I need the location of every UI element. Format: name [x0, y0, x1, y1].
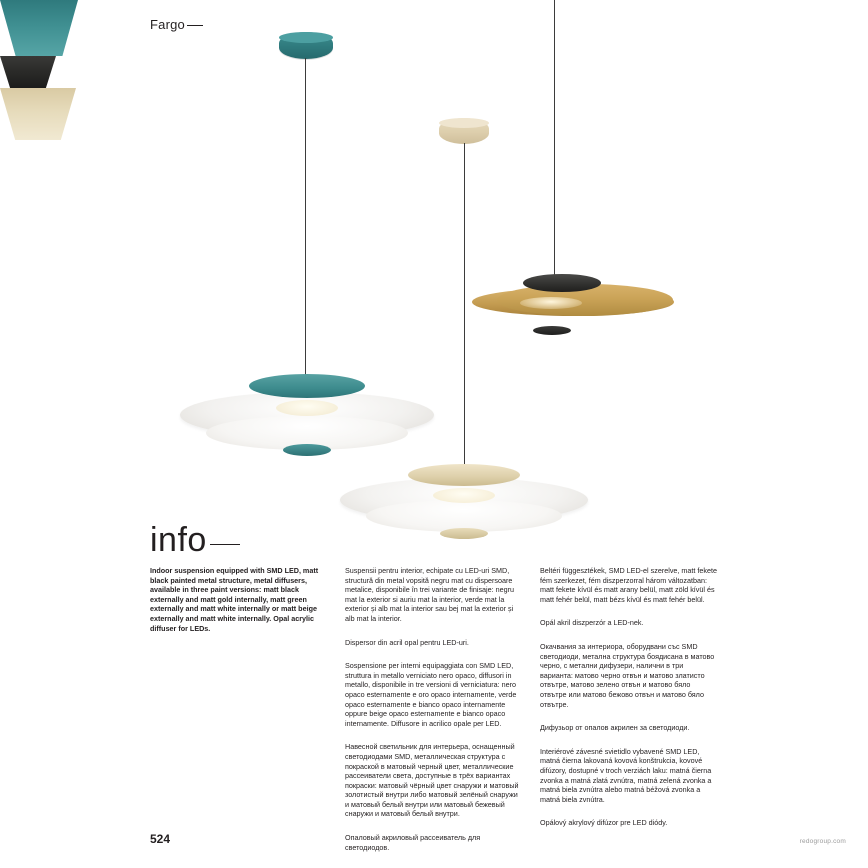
- description-ru-2: Опаловый акриловый рассеиватель для светодиодов.: [345, 833, 481, 852]
- info-underscore: [210, 544, 240, 545]
- beige-lamp-glow: [433, 488, 495, 503]
- teal-lamp-top-disc: [249, 374, 365, 398]
- beige-canopy: [439, 118, 489, 144]
- description-ro-2: Dispersor din acril opal pentru LED-uri.: [345, 637, 469, 647]
- beige-lamp-cone-lip: [440, 528, 488, 539]
- gold-lamp-cone: [0, 56, 56, 88]
- description-columns: [150, 566, 735, 866]
- description-it: Sospensione per interni equipaggiata con SMD LED, struttura in metallo verniciato nero opaco, diffusori in metallo, disponibile in tre versioni di verniciatura: nero opaco esternamente e oro opaco internamente, verde opaco esternamente e bianco opaco internamente oppure beige opaco esternamente e bianco opaco internamente. Diffusore in acrilico opale per LED.: [345, 661, 517, 728]
- description-bg: Окачвания за интериора, оборудвани със SMD светодиоди, метална структура боядисана в матово черно, с метални дифузери, налични в три варианта: матово черно отвън и матово златисто отвътре, матово зелено отвън и матово бяло отвътре или матово бежово отвън и матово бяло отвътре.: [540, 641, 715, 709]
- description-column-1: [150, 566, 345, 866]
- description-sk-2: Opálový akrylový difúzor pre LED diódy.: [540, 818, 668, 828]
- beige-lamp-top-disc: [408, 464, 520, 486]
- page-number: 524: [150, 832, 171, 846]
- gold-lamp-cone-lip: [533, 326, 571, 335]
- teal-lamp-glow: [276, 400, 338, 416]
- description-ro: Suspensii pentru interior, echipate cu LED-uri SMD, structură din metal vopsită negru mat cu dispersoare metalice, disponibile în trei variante de finisaje: negru mat la exterior si auriu mat la interior, verde mat la exterior și alb mat la interior sau bej mat la exterior și alb mat la interior.: [345, 566, 515, 623]
- description-hu: Beltéri függesztékek, SMD LED-el szerelve, matt fekete fém szerkezet, fém diszperzorral három változatban: matt fekete kívül és matt arany belül, matt zöld kívül és matt fehér belül, matt bézs kívül és matt fehér belül.: [540, 566, 717, 604]
- teal-lamp-cone-lip: [283, 444, 331, 456]
- beige-cord: [464, 143, 465, 468]
- info-label: info: [150, 521, 207, 559]
- description-ru: Навесной светильник для интерьера, оснащенный светодиодами SMD, металлическая структура с покраской в матовый черный цвет, металлические рассеиватели света, доступные в трёх вариантах покраски: матовый чёрный цвет снаружи и матовый золотистый внутри либо матовый зелёный снаружи и матовый белый внутри или матовый бежевый снаружи и матовый белый внутри.: [345, 742, 519, 819]
- description-sk: Interiérové závesné svietidlo vybavené SMD LED, matná čierna lakovaná kovová konštrukcia, kovové difúzory, dostupné v troch verziách laku: matná čierna zvonka a matná zlatá zvnútra, matná zelená zvonka a matná biela zvnútra alebo matná béžová zvonka a matná biela zvnútra.: [540, 746, 712, 804]
- description-column-2: [345, 566, 540, 866]
- brand-name: Fargo: [150, 17, 185, 32]
- teal-cord: [305, 58, 306, 376]
- gold-cord: [554, 0, 555, 278]
- gold-lamp-glow: [520, 297, 582, 309]
- description-bg-2: Дифузьор от опалов акрилен за светодиоди.: [540, 723, 690, 733]
- page-title: [150, 523, 240, 557]
- teal-canopy: [279, 32, 333, 59]
- gold-lamp-top-disc: [523, 274, 601, 292]
- description-hu-2: Opál akril diszperzór a LED-nek.: [540, 618, 644, 628]
- description-en: Indoor suspension equipped with SMD LED, matt black painted metal structure, metal diffusers, available in three paint versions: matt black externally and matt gold internally, matt green externally and matt white internally or matt beige externally and matt white internally. Opal acrylic diffuser for LEDs.: [150, 566, 319, 633]
- website-url: redogroup.com: [799, 838, 846, 845]
- description-column-3: [540, 566, 735, 866]
- beige-lamp-cone: [0, 88, 76, 140]
- teal-lamp-cone: [0, 0, 78, 56]
